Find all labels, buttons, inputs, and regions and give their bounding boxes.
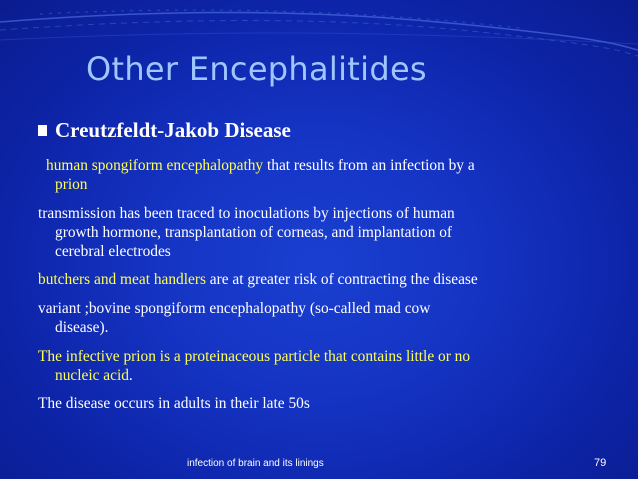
body-line: nucleic acid.: [55, 367, 133, 384]
body-line: The infective prion is a proteinaceous particle that contains little or no: [38, 348, 471, 365]
body-line: cerebral electrodes: [55, 243, 171, 260]
page-number: 79: [594, 457, 607, 469]
slide-title: Other Encephalitides: [86, 50, 427, 88]
footer-text: infection of brain and its linings: [187, 458, 324, 469]
section-heading-text: Creutzfeldt-Jakob Disease: [55, 118, 291, 142]
body-line: transmission has been traced to inoculations by injections of human: [38, 205, 455, 222]
body-line: butchers and meat handlers are at greater risk of contracting the disease: [38, 271, 478, 288]
body-line: human spongiform encephalopathy that results from an infection by a: [46, 157, 475, 174]
body-line: disease).: [55, 319, 109, 336]
section-heading: [38, 118, 291, 143]
bullet-square-icon: [38, 125, 47, 136]
body-line: prion: [55, 176, 88, 193]
body-line: The disease occurs in adults in their late 50s: [38, 395, 310, 412]
body-line: growth hormone, transplantation of corneas, and implantation of: [55, 224, 453, 241]
body-line: variant ;bovine spongiform encephalopathy (so-called mad cow: [38, 300, 431, 317]
